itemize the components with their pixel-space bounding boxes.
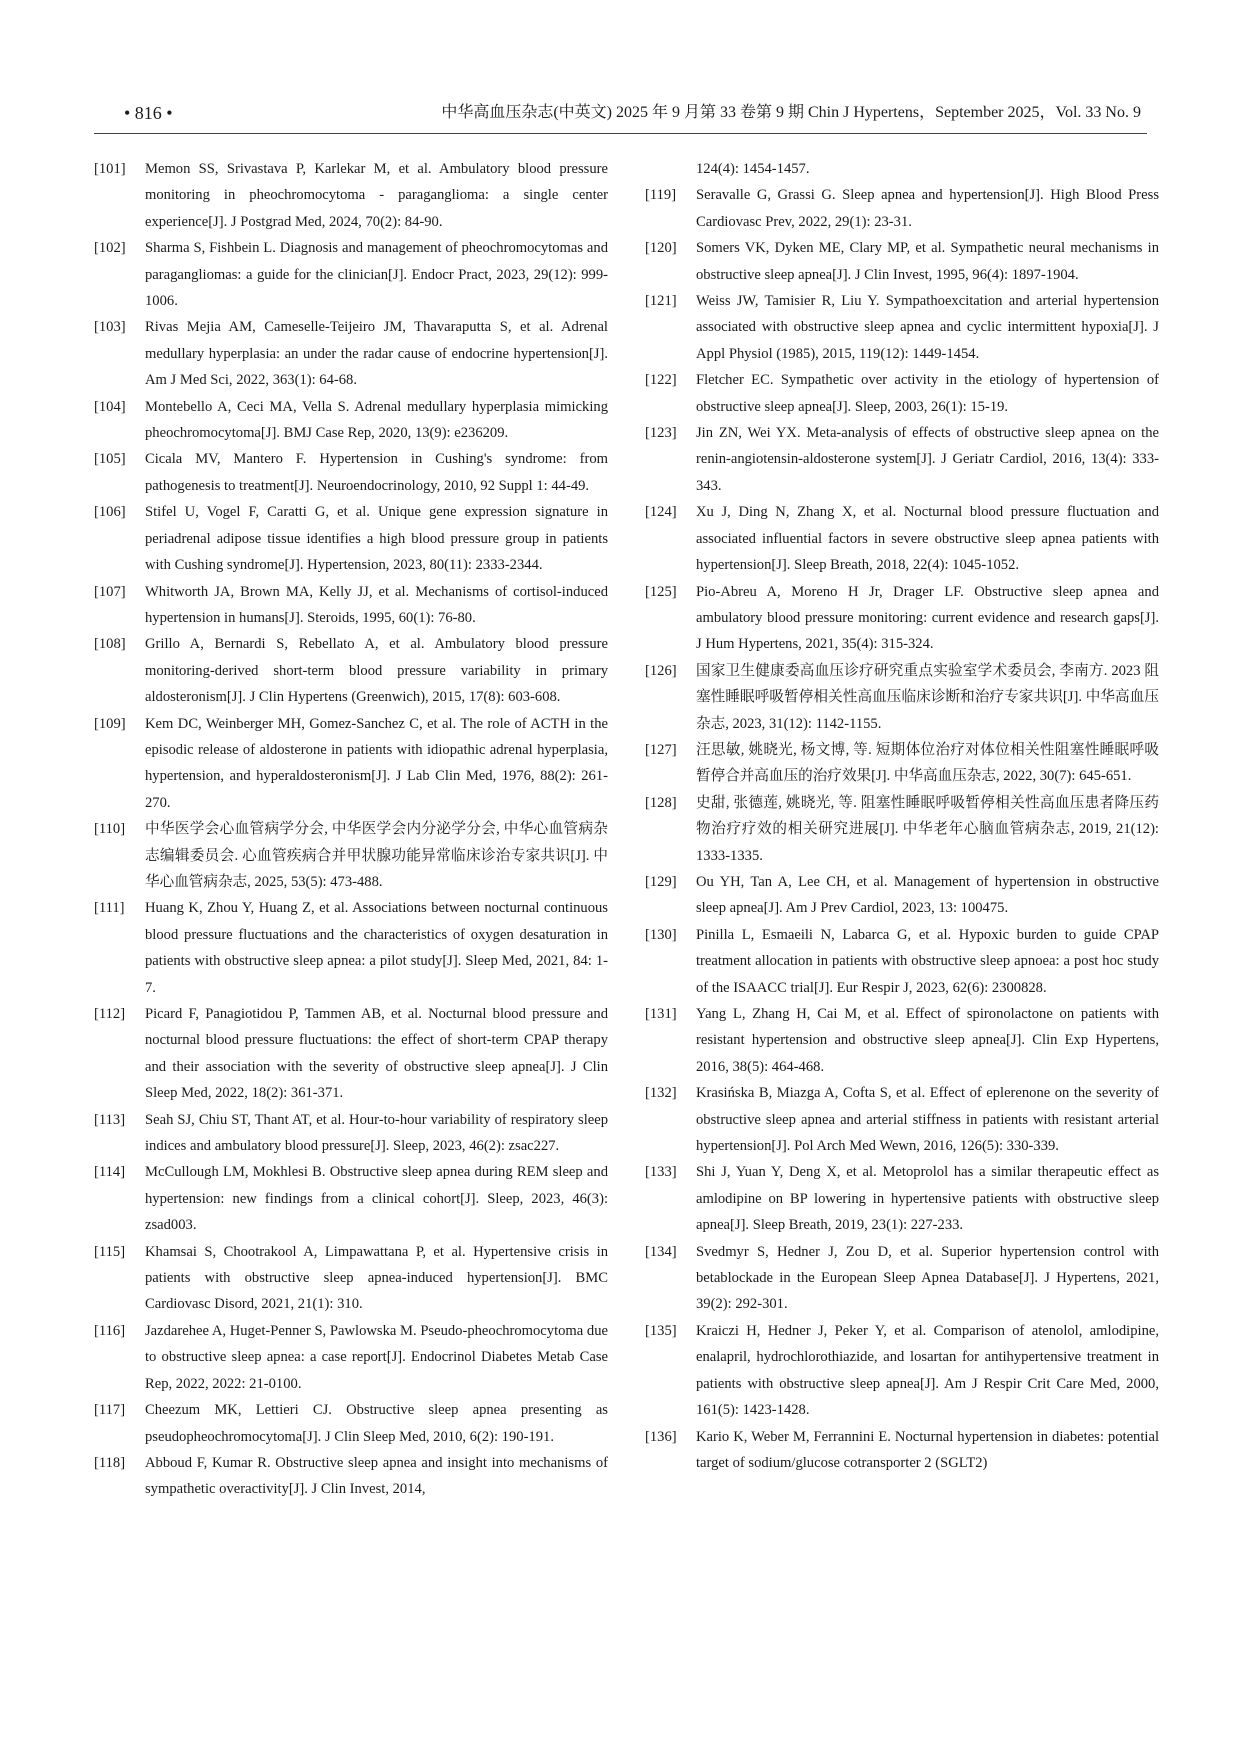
reference-text: Cicala MV, Mantero F. Hypertension in Cushing's syndrome: from pathogenesis to treatment[J]. Neuroendocrinology, 2010, 92 Suppl 1: 44-49. xyxy=(145,451,608,494)
reference-text: 史甜, 张德莲, 姚晓光, 等. 阻塞性睡眠呼吸暂停相关性高血压患者降压药物治疗疗效的相关研究进展[J]. 中华老年心脑血管病杂志, 2019, 21(12): 1333-1335. xyxy=(696,794,1159,864)
reference-text: Yang L, Zhang H, Cai M, et al. Effect of spironolactone on patients with resistant hypertension and obstructive sleep apnea[J]. Clin Exp Hypertens, 2016, 38(5): 464-468. xyxy=(696,1006,1159,1075)
reference-item xyxy=(94,1397,608,1450)
reference-item xyxy=(94,394,608,447)
reference-item xyxy=(94,579,608,632)
reference-number: [127] xyxy=(645,741,677,758)
reference-text: Whitworth JA, Brown MA, Kelly JJ, et al. Mechanisms of cortisol-induced hypertension in humans[J]. Steroids, 1995, 60(1): 76-80. xyxy=(145,583,608,626)
reference-number: [133] xyxy=(645,1164,677,1181)
reference-number: [130] xyxy=(645,926,677,943)
reference-item xyxy=(94,446,608,499)
reference-item xyxy=(94,1239,608,1318)
left-column xyxy=(94,156,608,1503)
reference-text: Kem DC, Weinberger MH, Gomez-Sanchez C, et al. The role of ACTH in the episodic release of aldosterone in patients with idiopathic adrenal hyperplasia, hypertension, and hyperaldosteronism[J]. J Lab Clin Med, 1976, 88(2): 261-270. xyxy=(145,715,608,811)
reference-number: [129] xyxy=(645,873,677,890)
reference-text: Seravalle G, Grassi G. Sleep apnea and hypertension[J]. High Blood Press Cardiovasc Prev, 2022, 29(1): 23-31. xyxy=(696,187,1159,230)
running-header xyxy=(94,96,1147,130)
reference-number: [105] xyxy=(94,451,126,468)
reference-item xyxy=(94,816,608,895)
reference-text: Weiss JW, Tamisier R, Liu Y. Sympathoexcitation and arterial hypertension associated with obstructive sleep apnea and cyclic intermittent hypoxia[J]. J Appl Physiol (1985), 2015, 119(12): 1449-1454. xyxy=(696,293,1159,362)
reference-item xyxy=(94,895,608,1001)
reference-item xyxy=(645,579,1159,658)
reference-text: Kraiczi H, Hedner J, Peker Y, et al. Comparison of atenolol, amlodipine, enalapril, hydrochlorothiazide, and losartan for antihypertensive treatment in patients with obstructive sleep apnea[J]. Am J Respir Crit Care Med, 2000, 161(5): 1423-1428. xyxy=(696,1322,1159,1419)
reference-text: Svedmyr S, Hedner J, Zou D, et al. Superior hypertension control with betablockade in the European Sleep Apnea Database[J]. J Hypertens, 2021, 39(2): 292-301. xyxy=(696,1243,1159,1313)
reference-item xyxy=(94,156,608,235)
reference-text: Stifel U, Vogel F, Caratti G, et al. Unique gene expression signature in periadrenal adipose tissue identifies a high blood pressure group in patients with Cushing syndrome[J]. Hypertension, 2023, 80(11): 2333-2344. xyxy=(145,504,608,574)
reference-text: Jin ZN, Wei YX. Meta-analysis of effects of obstructive sleep apnea on the renin-angiotensin-aldosterone system[J]. J Geriatr Cardiol, 2016, 13(4): 333-343. xyxy=(696,425,1159,494)
reference-item xyxy=(645,182,1159,235)
reference-number: [116] xyxy=(94,1322,126,1339)
reference-text: Seah SJ, Chiu ST, Thant AT, et al. Hour-to-hour variability of respiratory sleep indices and ambulatory blood pressure[J]. Sleep, 2023, 46(2): zsac227. xyxy=(145,1111,608,1155)
reference-number: [135] xyxy=(645,1322,677,1339)
reference-item xyxy=(94,499,608,578)
reference-text: Xu J, Ding N, Zhang X, et al. Nocturnal blood pressure fluctuation and associated influential factors in severe obstructive sleep apnea patients with hypertension[J]. Sleep Breath, 2018, 22(4): 1045-1052. xyxy=(696,504,1159,574)
reference-text: 124(4): 1454-1457. xyxy=(696,161,810,177)
reference-item xyxy=(94,711,608,817)
reference-item xyxy=(645,922,1159,1001)
reference-text: Pio-Abreu A, Moreno H Jr, Drager LF. Obstructive sleep apnea and ambulatory blood pressure monitoring: current evidence and research gaps[J]. J Hum Hypertens, 2021, 35(4): 315-324. xyxy=(696,583,1159,653)
page-number: • 816 • xyxy=(124,103,173,123)
reference-text: McCullough LM, Mokhlesi B. Obstructive sleep apnea during REM sleep and hypertension: new findings from a clinical cohort[J]. Sleep, 2023, 46(3): zsad003. xyxy=(145,1164,608,1234)
reference-text: Memon SS, Srivastava P, Karlekar M, et al. Ambulatory blood pressure monitoring in pheochromocytoma - paraganglioma: a single center experience[J]. J Postgrad Med, 2024, 70(2): 84-90. xyxy=(145,161,608,230)
reference-item xyxy=(645,1318,1159,1424)
reference-item xyxy=(94,235,608,314)
reference-number: [119] xyxy=(645,187,677,204)
reference-item xyxy=(94,1450,608,1503)
reference-text: Krasińska B, Miazga A, Cofta S, et al. Effect of eplerenone on the severity of obstructive sleep apnea and arterial stiffness in patients with resistant arterial hypertension[J]. Pol Arch Med Wewn, 2016, 126(5): 330-339. xyxy=(696,1085,1159,1155)
reference-item xyxy=(94,1318,608,1397)
reference-number: [101] xyxy=(94,161,126,177)
reference-text: Sharma S, Fishbein L. Diagnosis and management of pheochromocytomas and paragangliomas: a guide for the clinician[J]. Endocr Pract, 2023, 29(12): 999-1006. xyxy=(145,240,608,310)
reference-number: [120] xyxy=(645,240,677,257)
reference-item xyxy=(645,288,1159,367)
reference-number: [126] xyxy=(645,662,677,679)
reference-item xyxy=(94,314,608,393)
reference-number: [108] xyxy=(94,636,126,653)
reference-item xyxy=(645,1080,1159,1159)
reference-text: 国家卫生健康委高血压诊疗研究重点实验室学术委员会, 李南方. 2023 阻塞性睡眠呼吸暂停相关性高血压临床诊断和治疗专家共识[J]. 中华高血压杂志, 2023, 31(12): 1142-1155. xyxy=(696,662,1159,732)
reference-number: [122] xyxy=(645,372,677,389)
reference-text: Fletcher EC. Sympathetic over activity in the etiology of hypertension of obstructive sleep apnea[J]. Sleep, 2003, 26(1): 15-19. xyxy=(696,372,1159,415)
reference-number: [115] xyxy=(94,1243,126,1260)
reference-item xyxy=(645,1001,1159,1080)
reference-item xyxy=(645,499,1159,578)
reference-item xyxy=(645,1424,1159,1477)
reference-item xyxy=(645,1159,1159,1238)
reference-number: [103] xyxy=(94,319,126,336)
reference-text: Montebello A, Ceci MA, Vella S. Adrenal medullary hyperplasia mimicking pheochromocytoma[J]. BMJ Case Rep, 2020, 13(9): e236209. xyxy=(145,398,608,442)
reference-text: Cheezum MK, Lettieri CJ. Obstructive sleep apnea presenting as pseudopheochromocytoma[J]. J Clin Sleep Med, 2010, 6(2): 190-191. xyxy=(145,1402,608,1445)
reference-number: [102] xyxy=(94,240,126,257)
reference-number: [132] xyxy=(645,1085,677,1102)
reference-text: Abboud F, Kumar R. Obstructive sleep apnea and insight into mechanisms of sympathetic overactivity[J]. J Clin Invest, 2014, xyxy=(145,1454,608,1498)
reference-text: Kario K, Weber M, Ferrannini E. Nocturnal hypertension in diabetes: potential target of sodium/glucose cotransporter 2 (SGLT2) xyxy=(696,1428,1159,1471)
reference-text: Jazdarehee A, Huget-Penner S, Pawlowska M. Pseudo-pheochromocytoma due to obstructive sleep apnea: a case report[J]. Endocrinol Diabetes Metab Case Rep, 2022, 2022: 21-0100. xyxy=(145,1322,608,1392)
reference-number: [111] xyxy=(94,900,125,917)
reference-number: [131] xyxy=(645,1006,677,1022)
reference-text: Somers VK, Dyken ME, Clary MP, et al. Sympathetic neural mechanisms in obstructive sleep apnea[J]. J Clin Invest, 1995, 96(4): 1897-1904. xyxy=(696,240,1159,283)
reference-number: [123] xyxy=(645,425,677,442)
reference-number: [118] xyxy=(94,1454,126,1471)
reference-text: 汪思敏, 姚晓光, 杨文博, 等. 短期体位治疗对体位相关性阻塞性睡眠呼吸暂停合并高血压的治疗效果[J]. 中华高血压杂志, 2022, 30(7): 645-651. xyxy=(696,741,1159,785)
reference-item xyxy=(645,737,1159,790)
reference-number: [125] xyxy=(645,583,677,600)
reference-text: Shi J, Yuan Y, Deng X, et al. Metoprolol has a similar therapeutic effect as amlodipine on BP lowering in hypertensive patients with obstructive sleep apnea[J]. Sleep Breath, 2019, 23(1): 227-233. xyxy=(696,1164,1159,1234)
reference-text: Pinilla L, Esmaeili N, Labarca G, et al. Hypoxic burden to guide CPAP treatment allocation in patients with obstructive sleep apnoea: a post hoc study of the ISAACC trial[J]. Eur Respir J, 2023, 62(6): 2300828. xyxy=(696,926,1159,996)
reference-text: Picard F, Panagiotidou P, Tammen AB, et al. Nocturnal blood pressure and nocturnal blood pressure fluctuations: the effect of short-term CPAP therapy and their association with the severity of obstructive sleep apnea[J]. J Clin Sleep Med, 2022, 18(2): 361-371. xyxy=(145,1006,608,1102)
journal-info: 中华高血压杂志(中英文) 2025 年 9 月第 33 卷第 9 期 Chin J Hypertens，September 2025，Vol. 33 No. 9 xyxy=(441,104,1141,121)
reference-item xyxy=(645,790,1159,869)
header-rule xyxy=(94,133,1147,134)
reference-number: [114] xyxy=(94,1164,126,1181)
reference-number: [106] xyxy=(94,504,126,521)
reference-item xyxy=(645,235,1159,288)
reference-item xyxy=(645,658,1159,737)
reference-number: [107] xyxy=(94,583,126,600)
reference-item xyxy=(94,1159,608,1238)
reference-number: [117] xyxy=(94,1402,126,1419)
reference-number: [109] xyxy=(94,715,126,732)
reference-number: [112] xyxy=(94,1006,126,1022)
reference-text: Grillo A, Bernardi S, Rebellato A, et al. Ambulatory blood pressure monitoring-derived short-term blood pressure variability in primary aldosteronism[J]. J Clin Hypertens (Greenwich), 2015, 17(8): 603-608. xyxy=(145,636,608,706)
reference-number: [124] xyxy=(645,504,677,521)
reference-text: Ou YH, Tan A, Lee CH, et al. Management of hypertension in obstructive sleep apnea[J]. Am J Prev Cardiol, 2023, 13: 100475. xyxy=(696,873,1159,917)
reference-item xyxy=(94,631,608,710)
reference-number: [121] xyxy=(645,293,677,310)
reference-item xyxy=(645,367,1159,420)
reference-number: [136] xyxy=(645,1428,677,1445)
reference-continuation xyxy=(645,156,1159,182)
reference-item xyxy=(94,1107,608,1160)
reference-item xyxy=(94,1001,608,1107)
reference-text: 中华医学会心血管病学分会, 中华医学会内分泌学分会, 中华心血管病杂志编辑委员会. 心血管疾病合并甲状腺功能异常临床诊治专家共识[J]. 中华心血管病杂志, 2025, 53(5): 473-488. xyxy=(145,821,608,890)
reference-number: [134] xyxy=(645,1243,677,1260)
reference-number: [104] xyxy=(94,398,126,415)
reference-text: Rivas Mejia AM, Cameselle-Teijeiro JM, Thavaraputta S, et al. Adrenal medullary hyperplasia: an under the radar cause of endocrine hypertension[J]. Am J Med Sci, 2022, 363(1): 64-68. xyxy=(145,319,608,389)
reference-text: Khamsai S, Chootrakool A, Limpawattana P, et al. Hypertensive crisis in patients with obstructive sleep apnea-induced hypertension[J]. BMC Cardiovasc Disord, 2021, 21(1): 310. xyxy=(145,1243,608,1313)
reference-item xyxy=(645,869,1159,922)
reference-item xyxy=(645,420,1159,499)
right-column xyxy=(645,156,1159,1476)
reference-number: [110] xyxy=(94,821,126,838)
reference-text: Huang K, Zhou Y, Huang Z, et al. Associations between nocturnal continuous blood pressure fluctuations and the characteristics of oxygen desaturation in patients with obstructive sleep apnea: a pilot study[J]. Sleep Med, 2021, 84: 1-7. xyxy=(145,900,608,996)
reference-item xyxy=(645,1239,1159,1318)
reference-number: [128] xyxy=(645,794,677,811)
reference-number: [113] xyxy=(94,1111,126,1128)
